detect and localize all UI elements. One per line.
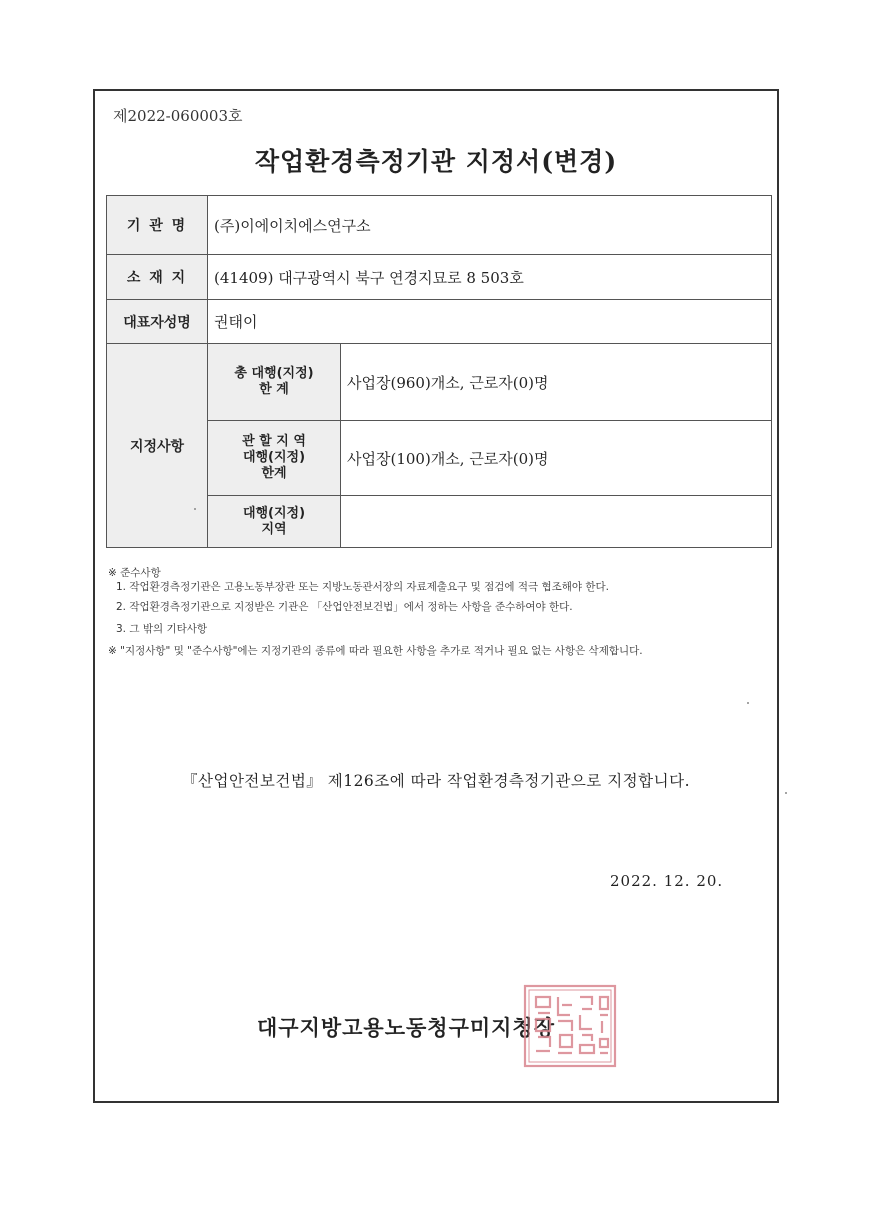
official-seal-stamp [522, 983, 618, 1069]
address-row [107, 255, 772, 300]
jurisdiction-label-line2: 대행(지정) [242, 450, 306, 465]
designation-label: 지정사항 [107, 344, 208, 548]
document-title: 작업환경측정기관 지정서(변경) [254, 147, 618, 176]
issue-date: 2022. 12. 20. [610, 872, 724, 890]
info-table [106, 195, 772, 548]
designated-area-label [208, 496, 341, 548]
designation-statement: 『산업안전보건법』 제126조에 따라 작업환경측정기관으로 지정합니다. [182, 772, 690, 790]
org-row [107, 196, 772, 255]
scan-speck [785, 792, 787, 794]
compliance-notes [108, 566, 770, 658]
scan-speck [194, 508, 196, 510]
address-label: 소 재 지 [107, 255, 208, 300]
note-item-2: 2. 작업환경측정기관으로 지정받은 기관은 「산업안전보건법」에서 정하는 사항을 준수하여야 한다. [116, 601, 573, 613]
representative-label: 대표자성명 [107, 300, 208, 344]
notes-footnote: ※ "지정사항" 및 "준수사항"에는 지정기관의 종류에 따라 필요한 사항을 추가로 적거나 필요 없는 사항은 삭제합니다. [108, 645, 643, 657]
representative-row [107, 300, 772, 344]
jurisdiction-label-line3: 한계 [261, 466, 287, 481]
designated-area-value [341, 496, 772, 548]
total-limit-value: 사업장(960)개소, 근로자(0)명 [341, 344, 772, 421]
designated-area-label-line1: 대행(지정) [242, 505, 306, 521]
representative-value: 권태이 [208, 300, 772, 344]
total-limit-label [208, 344, 341, 421]
designated-area-label-line2: 지역 [261, 521, 287, 537]
document-number: 제2022-060003호 [113, 107, 243, 125]
note-item-1: 1. 작업환경측정기관은 고용노동부장관 또는 지방노동관서장의 자료제출요구 및 점검에 적극 협조해야 한다. [116, 581, 610, 593]
total-limit-row [107, 344, 772, 421]
total-limit-label-line1: 총 대행(지정) [234, 366, 314, 381]
jurisdiction-limit-label [208, 421, 341, 496]
total-limit-label-line2: 한 계 [259, 382, 289, 397]
scan-speck [747, 702, 749, 704]
note-item-3: 3. 그 밖의 기타사항 [116, 623, 208, 635]
jurisdiction-label-line1: 관 할 지 역 [242, 434, 306, 449]
org-name-value: (주)이에이치에스연구소 [208, 196, 772, 255]
notes-heading: ※ 준수사항 [108, 567, 161, 579]
address-value: (41409) 대구광역시 북구 연경지묘로 8 503호 [208, 255, 772, 300]
issuer-name: 대구지방고용노동청구미지청장 [257, 1016, 556, 1040]
jurisdiction-limit-value: 사업장(100)개소, 근로자(0)명 [341, 421, 772, 496]
org-name-label: 기 관 명 [107, 196, 208, 255]
